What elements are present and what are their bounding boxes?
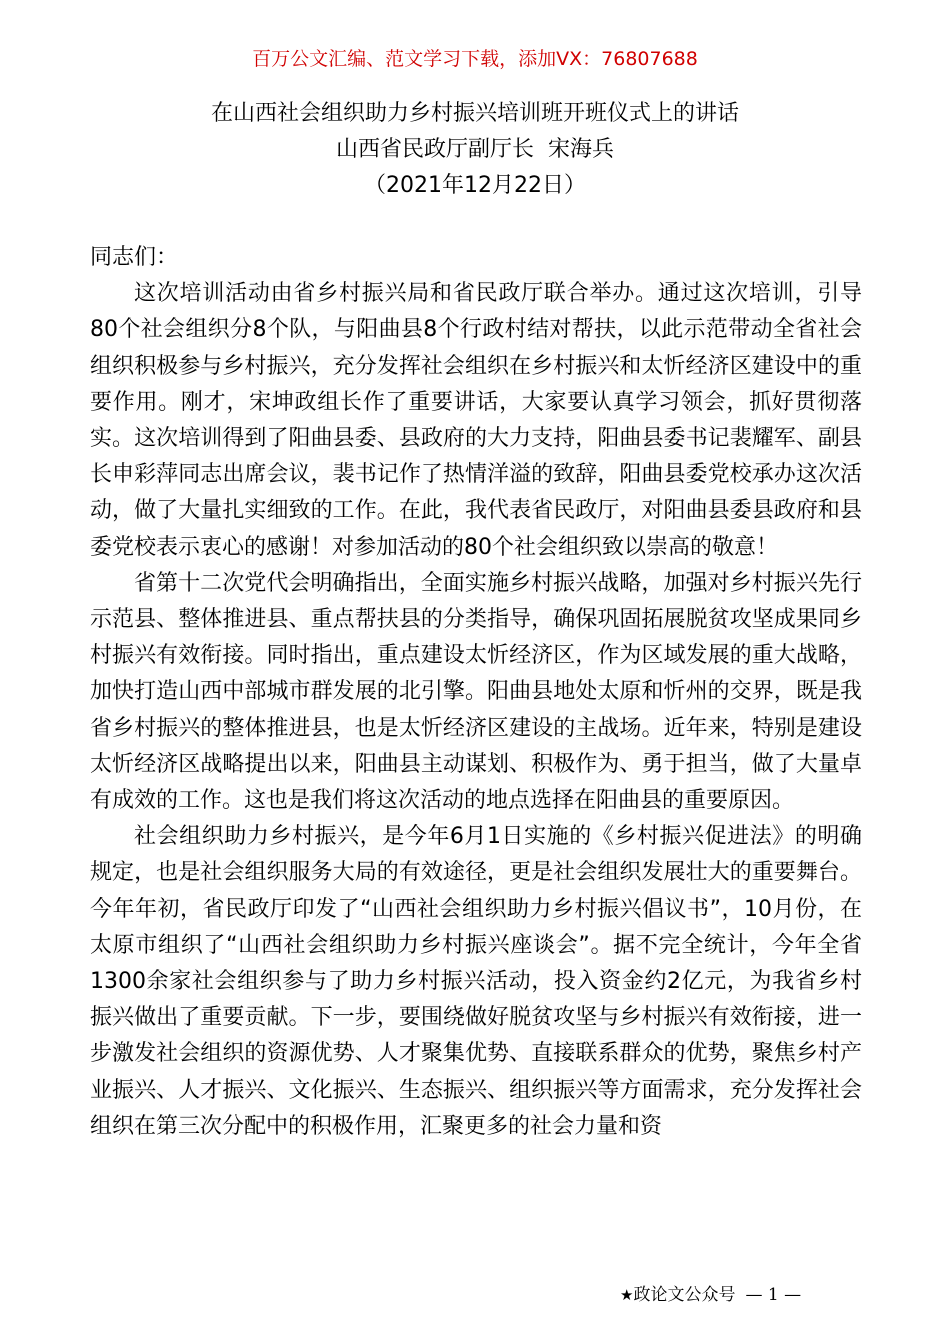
paragraph: 社会组织助力乡村振兴，是今年6月1日实施的《乡村振兴促进法》的明确规定，也是社会组织服务大局的有效途径，更是社会组织发展壮大的重要舞台。今年年初，省民政厅印发了“山西社会组织助力乡村振兴倡议书”，10月份，在太原市组织了“山西社会组织助力乡村振兴座谈会”。据不完全统计，今年全省1300余家社会组织参与了助力乡村振兴活动，投入资金约2亿元，为我省乡村振兴做出了重要贡献。下一步，要围绕做好脱贫攻坚与乡村振兴有效衔接，进一步激发社会组织的资源优势、人才聚集优势、直接联系群众的优势，聚焦乡村产业振兴、人才振兴、文化振兴、生态振兴、组织振兴等方面需求，充分发挥社会组织在第三次分配中的积极作用，汇聚更多的社会力量和资 <box>90 824 862 1139</box>
page-footer <box>620 1283 880 1307</box>
speech-body <box>90 240 862 1145</box>
speaker-line: 山西省民政厅副厅长 宋海兵 <box>336 137 614 162</box>
page-number: — 1 — <box>745 1285 802 1305</box>
salutation: 同志们： <box>90 245 179 270</box>
speech-title: 在山西社会组织助力乡村振兴培训班开班仪式上的讲话 <box>210 101 739 126</box>
paragraph: 省第十二次党代会明确指出，全面实施乡村振兴战略，加强对乡村振兴先行示范县、整体推进县、重点帮扶县的分类指导，确保巩固拓展脱贫攻坚成果同乡村振兴有效衔接。同时指出，重点建设太忻经济区，作为区域发展的重大战略，加快打造山西中部城市群发展的北引擎。阳曲县地处太原和忻州的交界，既是我省乡村振兴的整体推进县，也是太忻经济区建设的主战场。近年来，特别是建设太忻经济区战略提出以来，阳曲县主动谋划、积极作为、勇于担当，做了大量卓有成效的工作。这也是我们将这次活动的地点选择在阳曲县的重要原因。 <box>90 570 862 814</box>
title-block <box>0 96 950 204</box>
header-note: 百万公文汇编、范文学习下载，添加VX：76807688 <box>252 48 698 70</box>
paragraph: 这次培训活动由省乡村振兴局和省民政厅联合举办。通过这次培训，引导80个社会组织分8个队，与阳曲县8个行政村结对帮扶，以此示范带动全省社会组织积极参与乡村振兴，充分发挥社会组织在乡村振兴和太忻经济区建设中的重要作用。刚才，宋坤政组长作了重要讲话，大家要认真学习领会，抓好贯彻落实。这次培训得到了阳曲县委、县政府的大力支持，阳曲县委书记裴耀军、副县长申彩萍同志出席会议，裴书记作了热情洋溢的致辞，阳曲县委党校承办这次活动，做了大量扎实细致的工作。在此，我代表省民政厅，对阳曲县委县政府和县委党校表示衷心的感谢！对参加活动的80个社会组织致以崇高的敬意！ <box>90 281 862 560</box>
speech-date: （2021年12月22日） <box>364 173 586 198</box>
footer-source: 政论文公众号 <box>633 1285 736 1305</box>
star-icon: ★ <box>620 1286 634 1304</box>
